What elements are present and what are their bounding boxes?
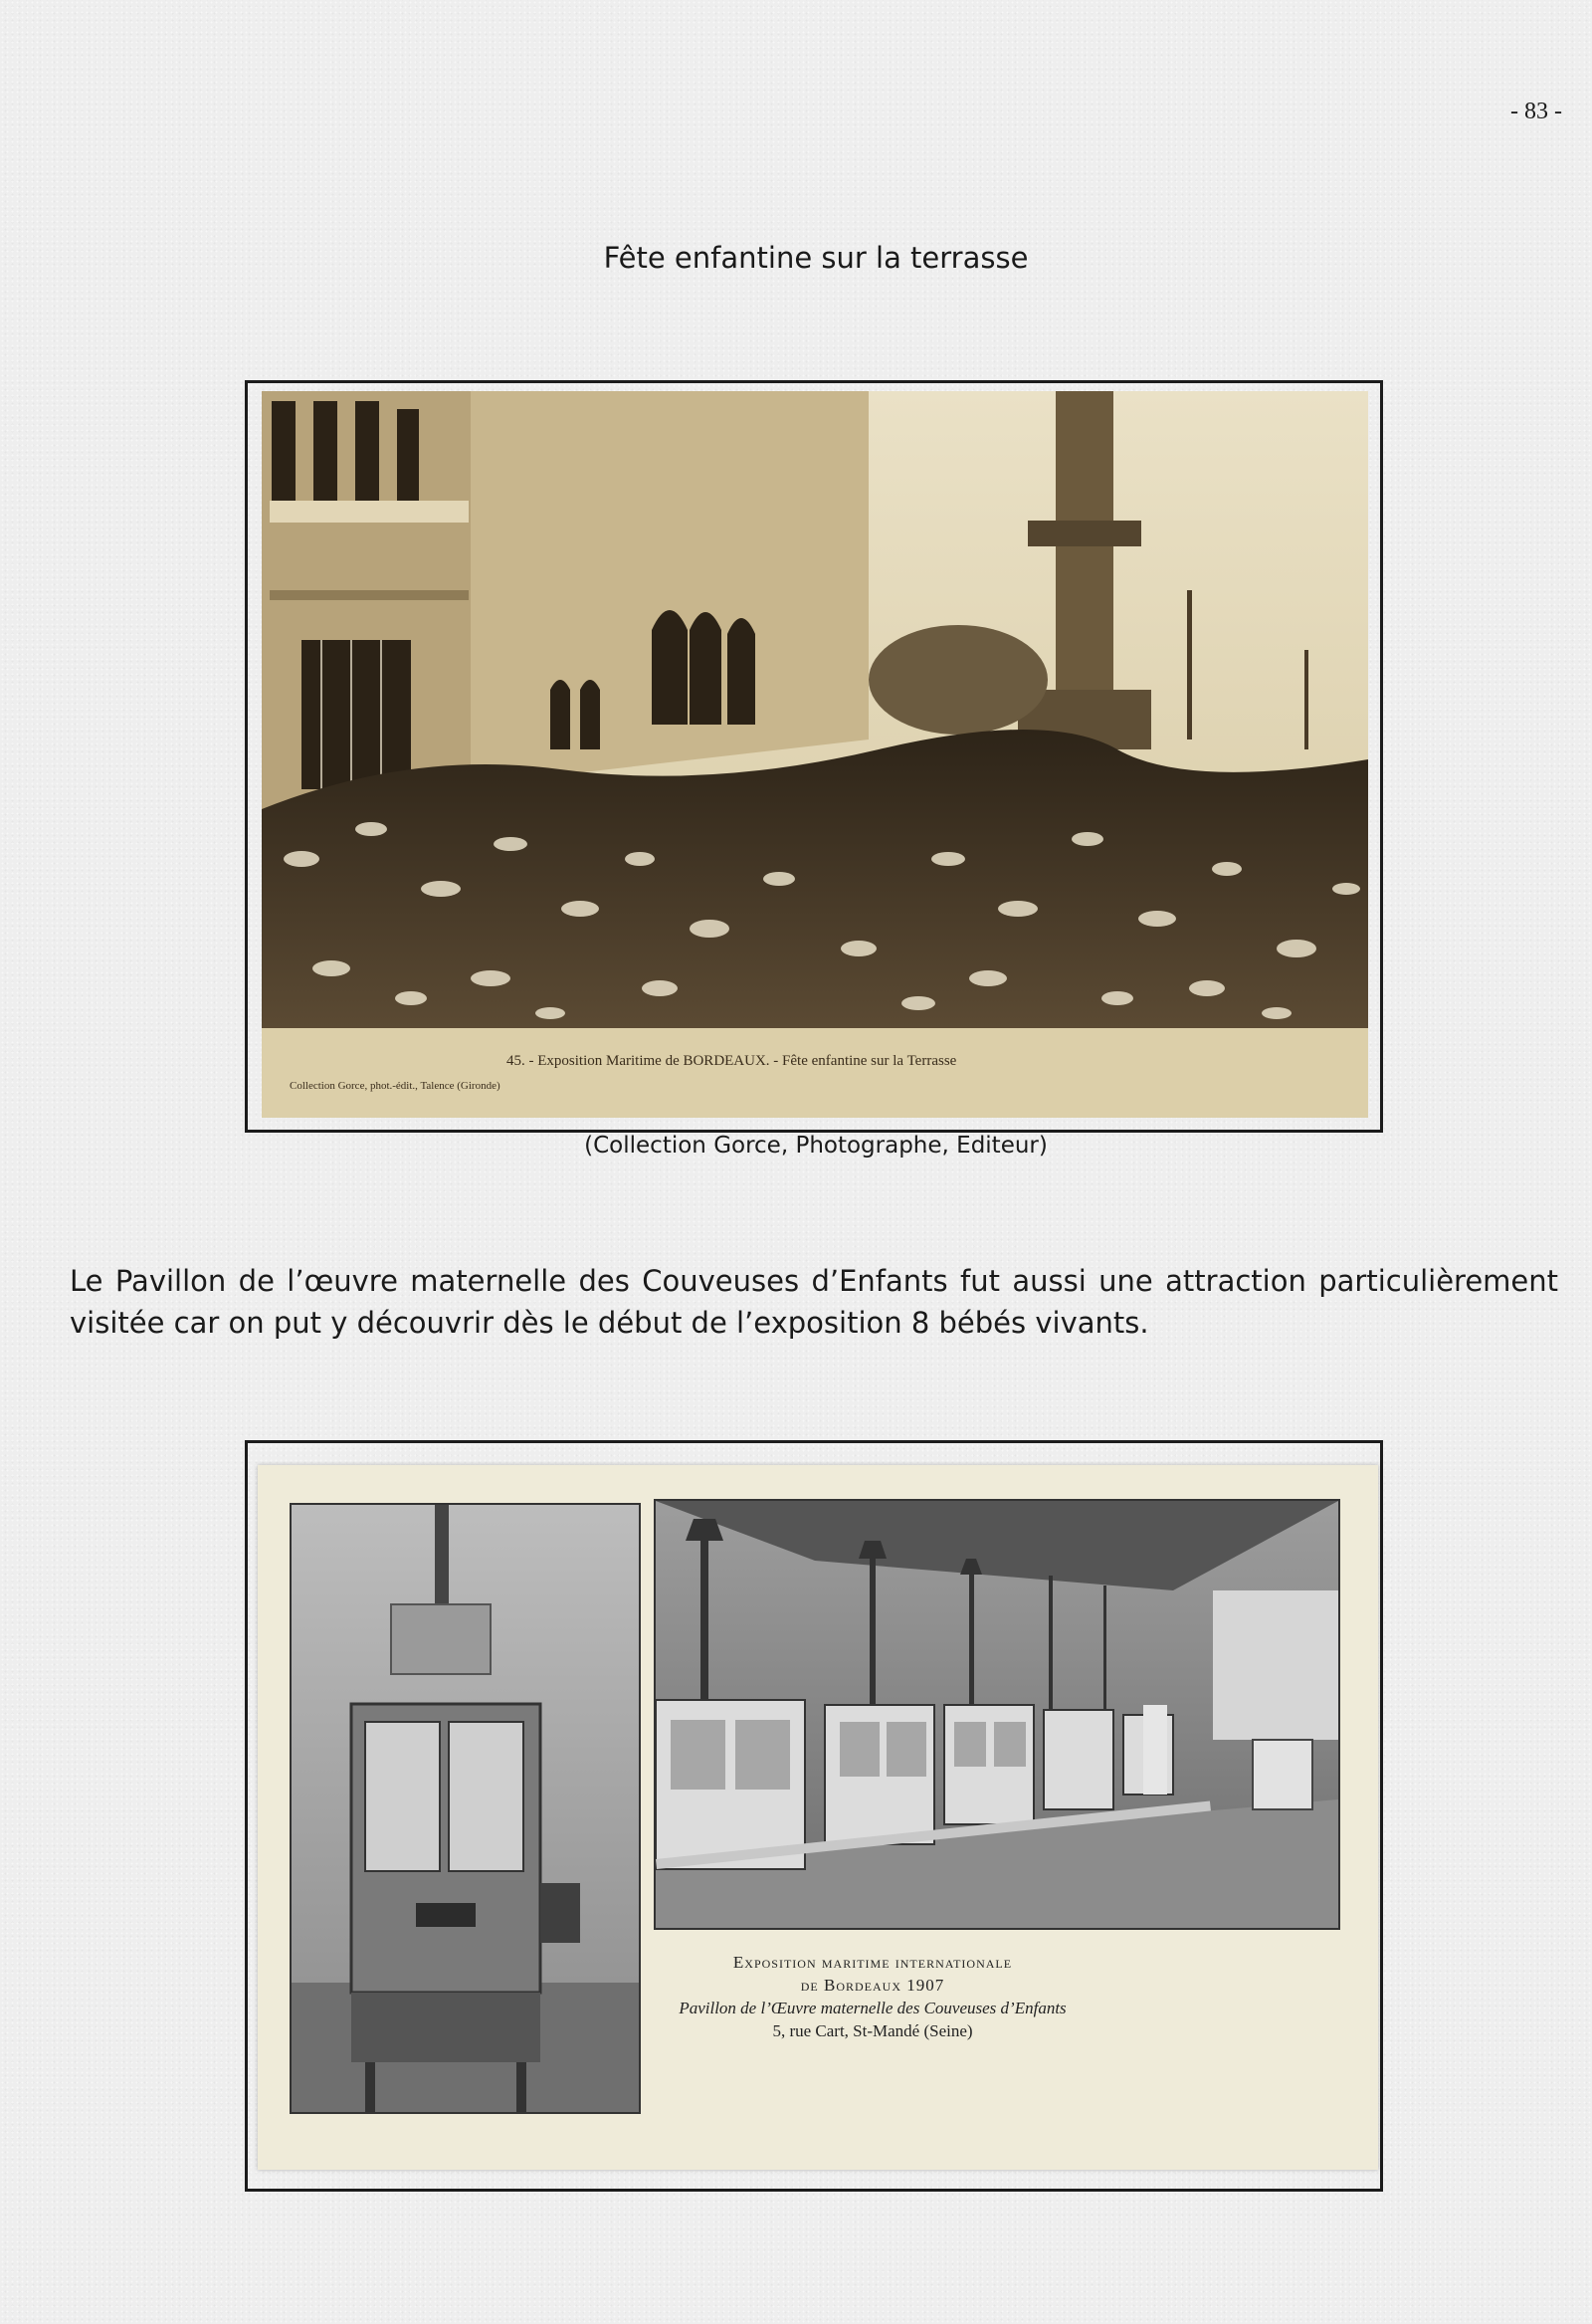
postcard-caption-block xyxy=(664,1951,1082,2042)
body-paragraph: Le Pavillon de l’œuvre maternelle des Couveuses d’Enfants fut aussi une attraction particulièrement visitée car on put y découvrir dès le début de l’exposition 8 bébés vivants. xyxy=(70,1264,1558,1340)
page-number: - 83 - xyxy=(1510,99,1562,124)
postcard-frame-incubators xyxy=(245,1440,1383,2192)
postcard-source-caption: (Collection Gorce, Photographe, Editeur) xyxy=(584,1133,1048,1159)
caption-line-bordeaux: de Bordeaux 1907 xyxy=(800,1976,945,1995)
postcard-terrace-photo xyxy=(262,391,1368,1118)
caption-line-address: 5, rue Cart, St-Mandé (Seine) xyxy=(772,2021,973,2040)
caption-line-exposition: Exposition maritime internationale xyxy=(732,1953,1013,1972)
postcard-credit: Collection Gorce, phot.-édit., Talence (Gironde) xyxy=(290,1080,500,1092)
postcard-terrace xyxy=(262,391,1368,1118)
page-heading: Fête enfantine sur la terrasse xyxy=(603,241,1029,275)
pavilion-interior-photo xyxy=(654,1499,1340,1930)
caption-line-pavillon: Pavillon de l’Œuvre maternelle des Couveuses d’Enfants xyxy=(679,1999,1067,2017)
postcard-frame-terrace xyxy=(245,380,1383,1133)
postcard-caption: 45. - Exposition Maritime de BORDEAUX. - Fête enfantine sur la Terrasse xyxy=(506,1053,957,1069)
postcard-incubators xyxy=(258,1465,1378,2170)
incubator-photo xyxy=(290,1503,641,2114)
